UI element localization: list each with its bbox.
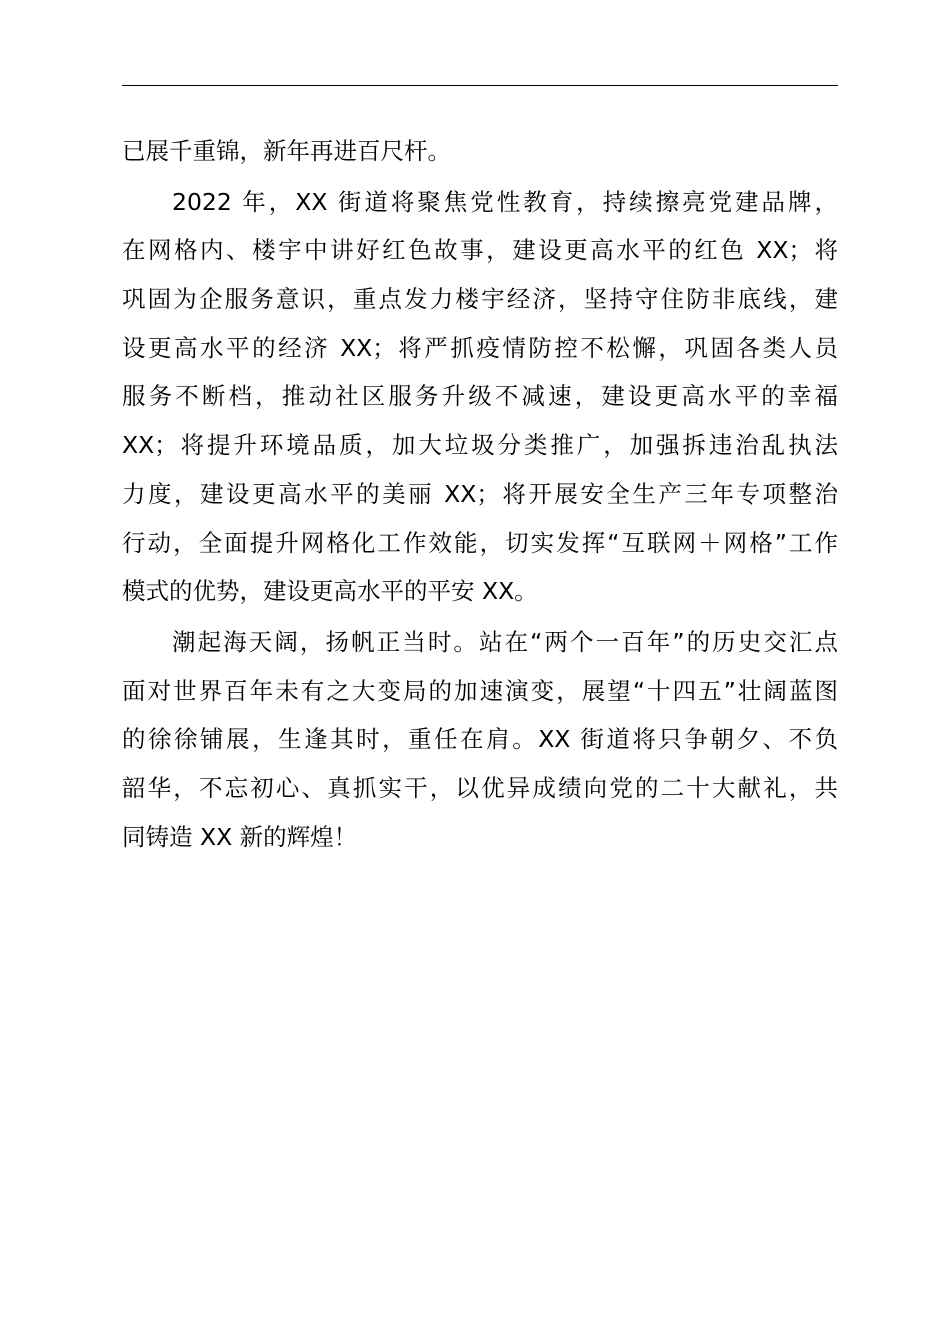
text-line: 韶华，不忘初心、真抓实干，以优异成绩向党的二十大献礼，共 bbox=[122, 773, 838, 802]
paragraph-2 bbox=[122, 178, 838, 616]
text-line: 服务不断档，推动社区服务升级不减速，建设更高水平的幸福 bbox=[122, 382, 838, 411]
body-text bbox=[122, 127, 838, 861]
text-line: 的徐徐铺展，生逢其时，重任在肩。XX 街道将只争朝夕、不负 bbox=[122, 725, 838, 754]
text-line: XX；将提升环境品质，加大垃圾分类推广，加强拆违治乱执法 bbox=[122, 431, 838, 460]
text-line: 行动，全面提升网格化工作效能，切实发挥“互联网＋网格”工作 bbox=[122, 528, 838, 557]
header-rule bbox=[122, 85, 838, 86]
text-line: 在网格内、楼宇中讲好红色故事，建设更高水平的红色 XX；将 bbox=[122, 236, 838, 265]
text-line: 面对世界百年未有之大变局的加速演变，展望“十四五”壮阔蓝图 bbox=[122, 676, 838, 705]
paragraph-1 bbox=[122, 127, 838, 176]
text-line: 设更高水平的经济 XX；将严抓疫情防控不松懈，巩固各类人员 bbox=[122, 333, 838, 362]
paragraph-3 bbox=[122, 618, 838, 861]
text-line: 模式的优势，建设更高水平的平安 XX。 bbox=[122, 577, 538, 606]
text-line: 力度，建设更高水平的美丽 XX；将开展安全生产三年专项整治 bbox=[122, 479, 838, 508]
text-line: 2022 年，XX 街道将聚焦党性教育，持续擦亮党建品牌， bbox=[172, 187, 838, 216]
text-line: 已展千重锦，新年再进百尺杆。 bbox=[122, 137, 451, 165]
text-line: 同铸造 XX 新的辉煌！ bbox=[122, 822, 358, 851]
text-line: 潮起海天阔，扬帆正当时。站在“两个一百年”的历史交汇点 bbox=[172, 627, 838, 656]
text-line: 巩固为企服务意识，重点发力楼宇经济，坚持守住防非底线，建 bbox=[122, 285, 838, 314]
